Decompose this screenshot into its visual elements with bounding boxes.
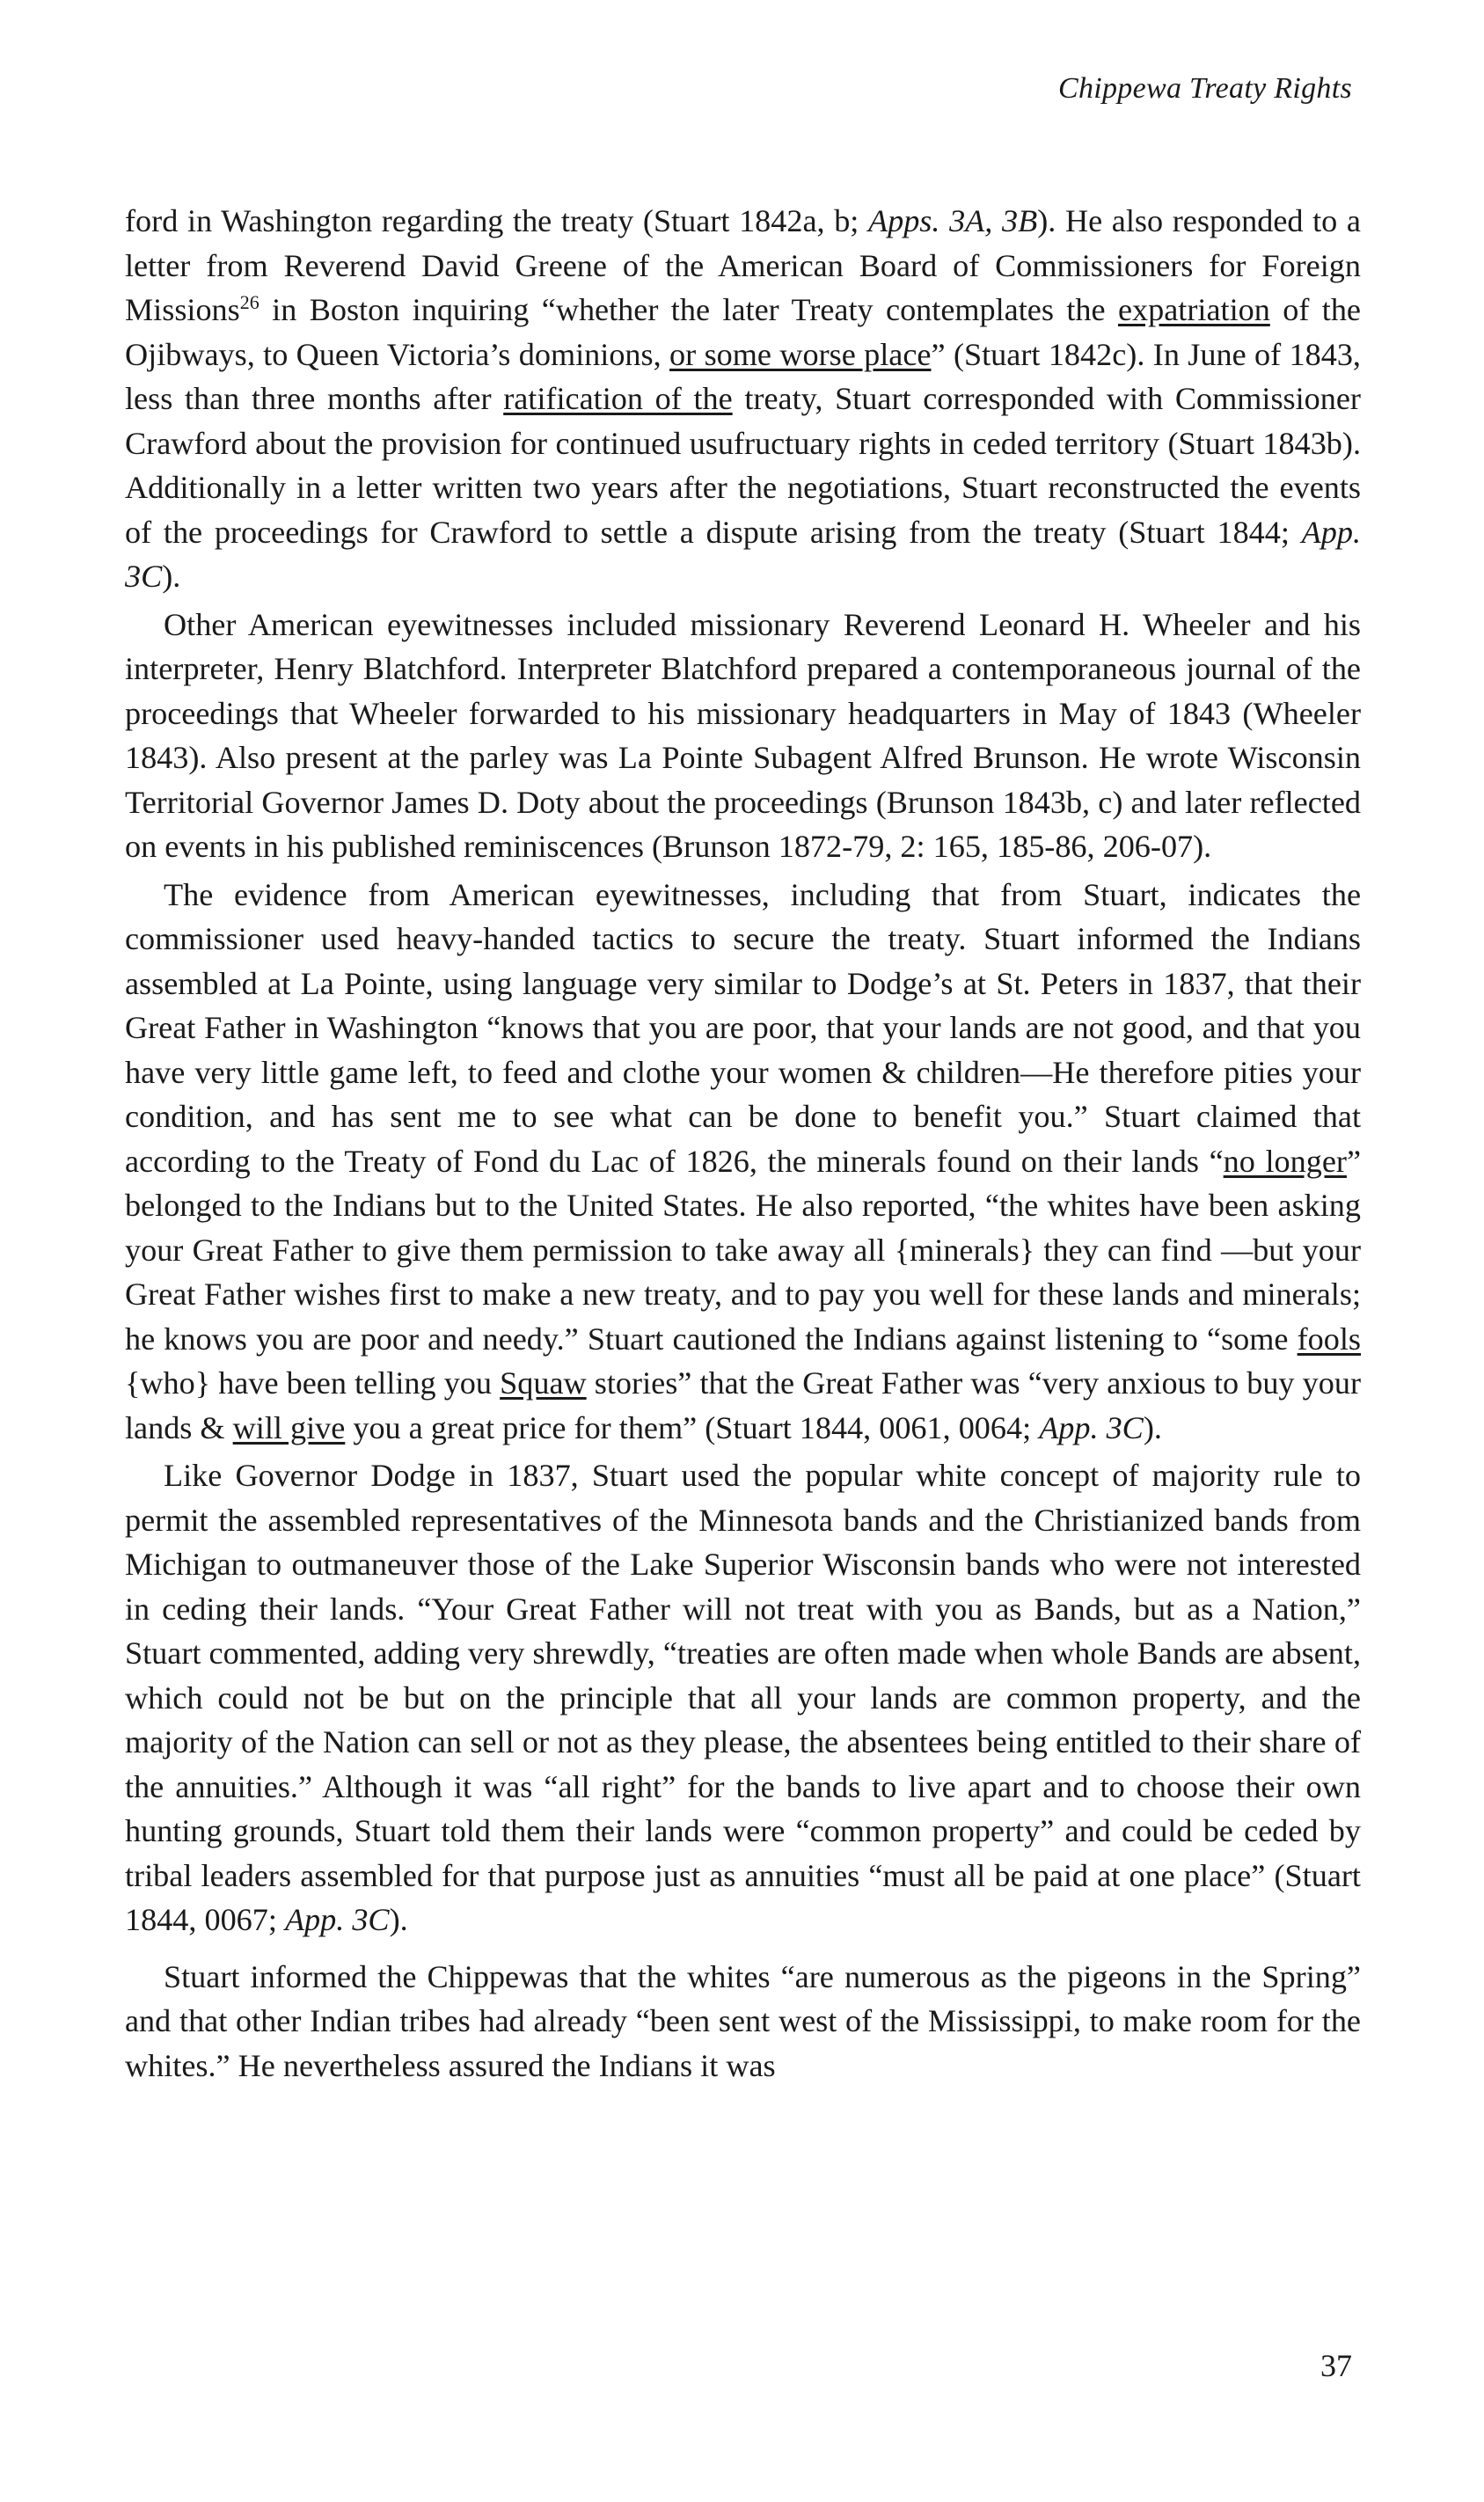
page-number: 37 — [1320, 2348, 1352, 2383]
running-head: Chippewa Treaty Rights — [1057, 72, 1352, 105]
text-run: you a great price for them” (Stuart 1844, 0061, 0064; — [345, 1409, 1040, 1445]
underlined-text: will give — [232, 1409, 346, 1445]
underlined-text: expatriation — [1117, 292, 1270, 327]
text-run: Like Governor Dodge in 1837, Stuart used the popular white concept of majority rule to permit the assembled representatives of the Minnesota bands and the Christianized bands from Michigan to outmaneuver those of the Lake Superior Wisconsin bands who were not interested in ceding their lands. “Your Great Father will not treat with you as Bands, but as a Nation,” Stuart commented, adding very shrewdly, “treaties are often made when whole Bands are absent, which could not be but on the principle that all your lands are common property, and the majority of the Nation can sell or not as they please, the absentees being entitled to their share of the annuities.” Although it was “all right” for the bands to live apart and to choose their own hunting grounds, Stuart told them their lands were “common property” and could be ceded by tribal leaders assembled for that purpose just as annuities “must all be paid at one place” (Stuart 1844, 0067; — [125, 1458, 1361, 1937]
text-run: in Boston inquiring “whether the later Treaty contemplates the — [259, 292, 1118, 327]
text-run: ). — [162, 559, 181, 594]
text-run: treaty, Stuart corresponded with Commissioner Crawford about the provision for continued usufructuary rights in ceded territory (Stuart 1843b). Additionally in a letter written two years after the negotiations, Stuart reconstructed the events of the proceedings for Crawford to settle a dispute arising from the treaty (Stuart 1844; — [125, 381, 1361, 550]
footnote-marker: 26 — [239, 290, 260, 313]
citation-app: App. 3C — [125, 514, 1361, 594]
citation-apps: Apps. 3A, 3B — [868, 203, 1038, 238]
citation-app: App. 3C — [284, 1902, 390, 1937]
paragraph-1 — [125, 199, 1361, 599]
body-text — [125, 199, 1361, 2088]
underlined-text: or some worse place — [669, 336, 932, 372]
paragraph-5: Stuart informed the Chippewas that the whites “are numerous as the pigeons in the Spring” and that other Indian tribes had already “been sent west of the Mississippi, to make room for the whites.” He nevertheless assured the Indians it was — [125, 1958, 1361, 2083]
citation-app: App. 3C — [1039, 1409, 1144, 1445]
paragraph-4 — [125, 1453, 1361, 1942]
text-run: ). — [389, 1902, 408, 1937]
text-run: ). — [1143, 1409, 1162, 1445]
paragraph-2: Other American eyewitnesses included missionary Reverend Leonard H. Wheeler and his interpreter, Henry Blatchford. Interpreter Blatchford prepared a contemporaneous journal of the proceedings that Wheeler forwarded to his missionary headquarters in May of 1843 (Wheeler 1843). Also present at the parley was La Pointe Subagent Alfred Brunson. He wrote Wisconsin Territorial Governor James D. Doty about the proceedings (Brunson 1843b, c) and later reflected on events in his published reminiscences (Brunson 1872-79, 2: 165, 185-86, 206-07). — [125, 606, 1361, 864]
text-run: ). He also responded to a letter from Reverend David Greene of the American Board of Commissioners for Foreign Missions — [125, 203, 1361, 327]
text-run: stories” that the Great Father was “very anxious to buy your lands & — [125, 1365, 1361, 1445]
underlined-text: ratification of the — [503, 381, 733, 416]
text-run: The evidence from American eyewitnesses, including that from Stuart, indicates the commissioner used heavy-handed tactics to secure the treaty. Stuart informed the Indians assembled at La Pointe, using language very similar to Dodge’s at St. Peters in 1837, that their Great Father in Washington “knows that you are poor, that your lands are not good, and that you have very little game left, to feed and clothe your women & children—He therefore pities your condition, and has sent me to see what can be done to benefit you.” Stuart claimed that according to the Treaty of Fond du Lac of 1826, the minerals found on their lands “ — [125, 876, 1361, 1179]
text-run: ” (Stuart 1842c). In June of 1843, less than three months after — [125, 336, 1361, 416]
underlined-text: no longer — [1223, 1143, 1347, 1179]
text-run: {who} have been telling you — [125, 1365, 501, 1401]
paragraph-3 — [125, 873, 1361, 1451]
underlined-text: Squaw — [500, 1365, 587, 1401]
text-run: ” belonged to the Indians but to the United States. He also reported, “the whites have been asking your Great Father to give them permission to take away all {minerals} they can find —but your Great Father wishes first to make a new treaty, and to pay you well for these lands and minerals; he knows you are poor and needy.” Stuart cautioned the Indians against listening to “some — [125, 1143, 1362, 1357]
text-run: of the Ojibways, to Queen Victoria’s dominions, — [125, 292, 1361, 372]
text-run: ford in Washington regarding the treaty (Stuart 1842a, b; — [125, 203, 869, 238]
underlined-text: fools — [1297, 1320, 1361, 1357]
